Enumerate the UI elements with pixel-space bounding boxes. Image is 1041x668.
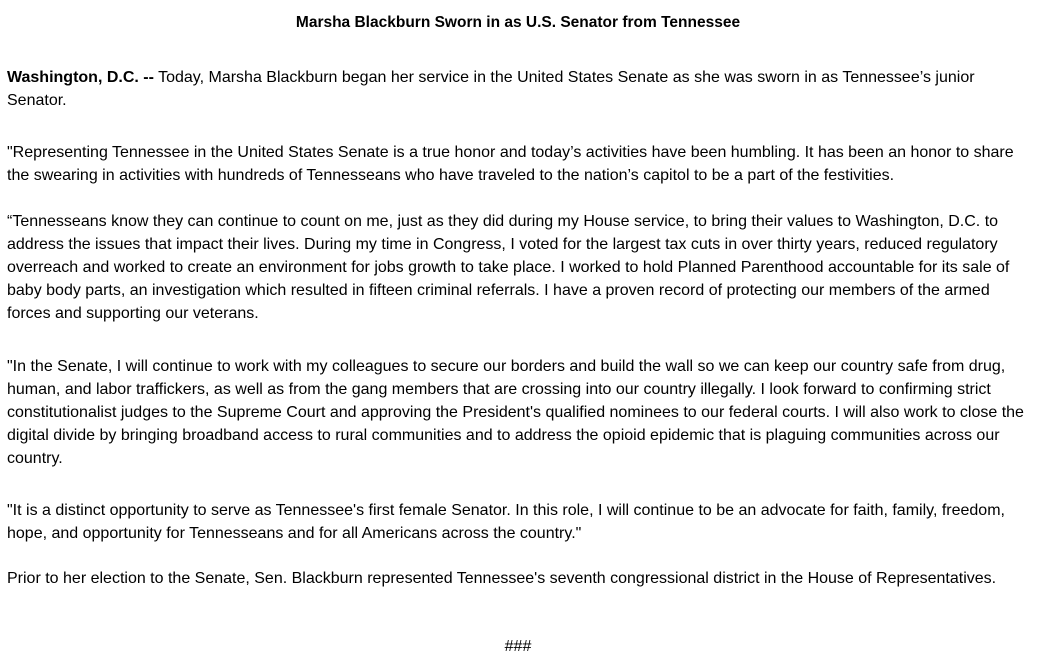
lead-paragraph xyxy=(7,66,1037,112)
page-title: Marsha Blackburn Sworn in as U.S. Senator from Tennessee xyxy=(295,14,741,31)
quote-paragraph-1: "Representing Tennessee in the United States Senate is a true honor and today’s activities have been humbling. It has been an honor to share the swearing in activities with hundreds of Tennesseans who have traveled to the nation’s capitol to be a part of the festivities. xyxy=(7,144,1014,184)
quote-paragraph-4: "It is a distinct opportunity to serve as Tennessee's first female Senator. In this role, I will continue to be an advocate for faith, family, freedom, hope, and opportunity for Tennesseans and for all Americans across the country." xyxy=(7,502,1005,542)
quote-paragraph-3: "In the Senate, I will continue to work with my colleagues to secure our borders and build the wall so we can keep our country safe from drug, human, and labor traffickers, as well as from the gang members that are crossing into our country illegally. I look forward to confirming strict constitutionalist judges to the Supreme Court and approving the President's qualified nominees to our federal courts. I will also work to close the digital divide by bringing broadband access to rural communities and to address the opioid epidemic that is plaguing communities across our country. xyxy=(7,358,1024,467)
lead-text: Today, Marsha Blackburn began her service in the United States Senate as she was sworn in as Tennessee’s junior Senator. xyxy=(7,69,975,109)
background-paragraph: Prior to her election to the Senate, Sen. Blackburn represented Tennessee's seventh congressional district in the House of Representatives. xyxy=(7,570,997,587)
quote-paragraph-2: “Tennesseans know they can continue to count on me, just as they did during my House service, to bring their values to Washington, D.C. to address the issues that impact their lives. During my time in Congress, I voted for the largest tax cuts in over thirty years, reduced regulatory overreach and worked to create an environment for jobs growth to take place. I worked to hold Planned Parenthood accountable for its sale of baby body parts, an investigation which resulted in fifteen criminal referrals. I have a proven record of protecting our members of the armed forces and supporting our veterans. xyxy=(7,213,1010,322)
end-mark: ### xyxy=(504,638,532,655)
dateline: Washington, D.C. -- xyxy=(7,69,154,86)
